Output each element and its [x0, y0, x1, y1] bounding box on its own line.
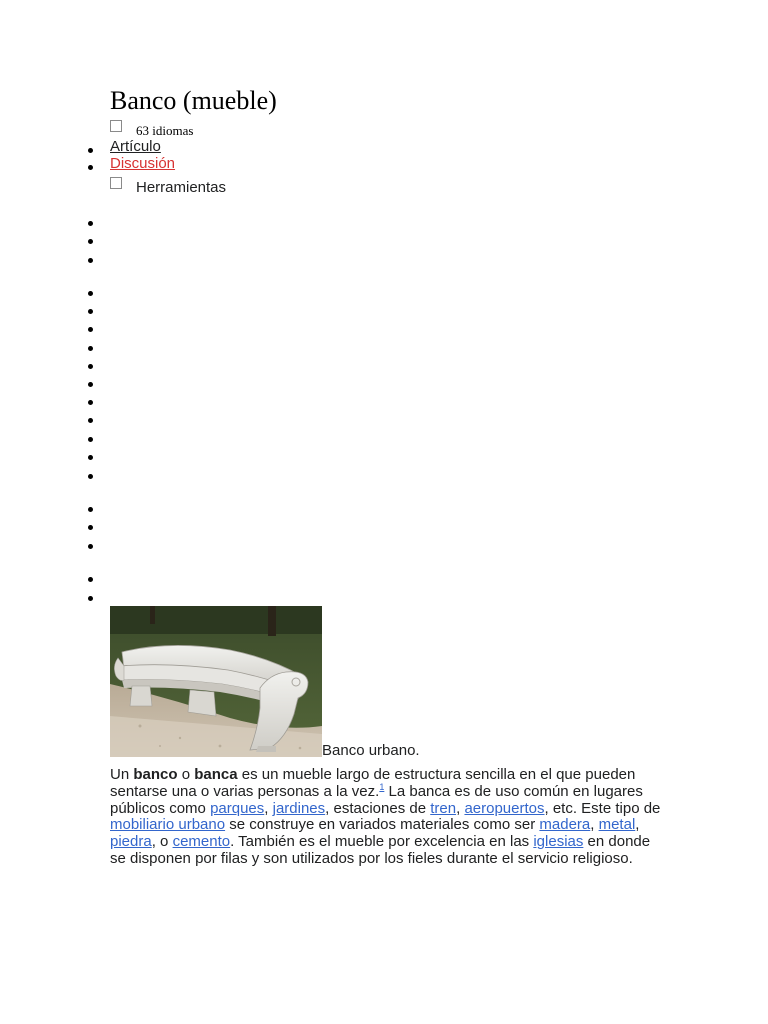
link-iglesias[interactable]: iglesias	[533, 833, 584, 851]
list-bullet	[88, 382, 93, 387]
text-run: ,	[264, 799, 273, 817]
text-run: es un mueble largo de estructura sencilla en el que pueden sentarse una o varias personas a la vez.	[110, 766, 636, 800]
list-bullet	[88, 346, 93, 351]
list-bullet	[88, 327, 93, 332]
list-bullet	[88, 418, 93, 423]
link-piedra[interactable]: piedra	[110, 833, 152, 851]
list-bullet	[88, 364, 93, 369]
list-bullet	[88, 400, 93, 405]
text-run: ,	[456, 799, 465, 817]
list-bullet	[88, 455, 93, 460]
bold-term: banca	[194, 766, 238, 783]
link-aeropuertos[interactable]: aeropuertos	[464, 799, 545, 817]
link-jardines[interactable]: jardines	[272, 799, 326, 817]
tab-bullet	[88, 148, 93, 153]
list-bullet	[88, 221, 93, 226]
link-parques[interactable]: parques	[210, 799, 265, 817]
link-madera[interactable]: madera	[539, 816, 591, 834]
bench-photo[interactable]	[110, 606, 322, 757]
text-run: . También es el mueble por excelencia en las	[230, 833, 534, 851]
tools-label[interactable]: Herramientas	[136, 179, 227, 196]
list-bullet	[88, 291, 93, 296]
list-bullet	[88, 437, 93, 442]
text-run: , etc. Este tipo de	[544, 799, 661, 817]
list-bullet	[88, 309, 93, 314]
bold-term: banco	[133, 766, 178, 783]
text-run: o	[177, 766, 195, 783]
text-run: en donde se disponen por filas y son utilizados por los fieles durante el servicio religioso.	[110, 833, 651, 867]
text-run: ,	[635, 816, 640, 834]
list-bullet	[88, 577, 93, 582]
text-run: Un	[110, 766, 134, 783]
languages-checkbox[interactable]	[110, 120, 122, 132]
tab-article[interactable]: Artículo	[110, 138, 161, 155]
tools-checkbox[interactable]	[110, 177, 122, 189]
text-run: , estaciones de	[325, 799, 431, 817]
list-bullet	[88, 507, 93, 512]
list-bullet	[88, 544, 93, 549]
list-bullet	[88, 525, 93, 530]
link-metal[interactable]: metal	[598, 816, 636, 834]
link-cemento[interactable]: cemento	[172, 833, 231, 851]
link-mobiliario-urbano[interactable]: mobiliario urbano	[110, 816, 226, 834]
list-bullet	[88, 474, 93, 479]
text-run: , o	[151, 833, 173, 851]
text-run: se construye en variados materiales como ser	[225, 816, 540, 834]
link-tren[interactable]: tren	[430, 799, 457, 817]
article-paragraph	[110, 767, 665, 868]
tab-bullet	[88, 165, 93, 170]
text-run: ,	[590, 816, 599, 834]
tab-discussion[interactable]: Discusión	[110, 155, 176, 172]
list-bullet	[88, 596, 93, 601]
figure-caption: Banco urbano.	[322, 742, 420, 759]
languages-label[interactable]: 63 idiomas	[136, 123, 194, 138]
page-title: Banco (mueble)	[110, 86, 277, 115]
list-bullet	[88, 258, 93, 263]
text-run: La banca es de uso común en lugares públicos como	[110, 782, 643, 817]
reference-link[interactable]: 1	[379, 781, 385, 792]
list-bullet	[88, 239, 93, 244]
